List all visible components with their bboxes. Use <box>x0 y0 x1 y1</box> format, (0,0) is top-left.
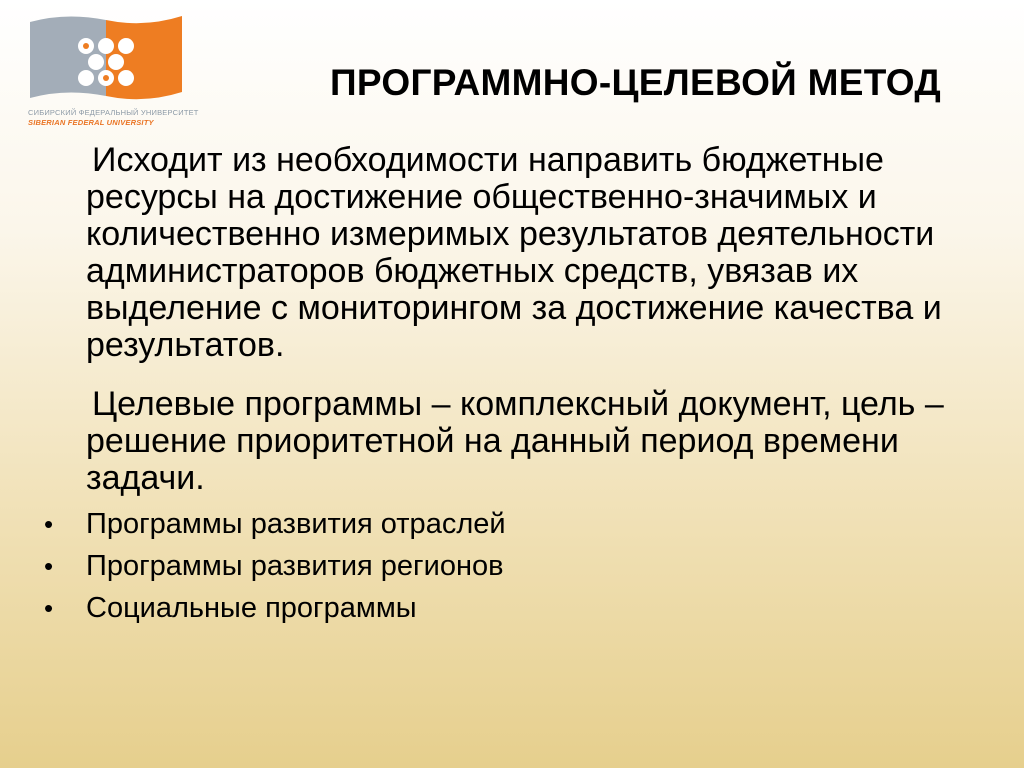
bullet-icon: • <box>44 551 54 581</box>
paragraph-method-definition: Исходит из необходимости направить бюджетные ресурсы на достижение общественно-значимых и количественно измеримых результатов деятельности администраторов бюджетных средств, увязав их выделение с мониторингом за достижение качества и результатов. <box>86 141 942 364</box>
bullet-icon: • <box>44 593 54 623</box>
bullet-icon: • <box>44 509 54 539</box>
paragraph-target-programs: Целевые программы – комплексный документ, цель – решение приоритетной на данный период времени задачи. <box>86 385 944 497</box>
logo-emblem-icon <box>26 12 184 108</box>
list-item <box>44 545 986 587</box>
logo-caption-ru: СИБИРСКИЙ ФЕДЕРАЛЬНЫЙ УНИВЕРСИТЕТ <box>28 108 199 117</box>
slide-body <box>44 141 986 629</box>
list-item <box>44 503 986 545</box>
list-item <box>44 587 986 629</box>
list-item-label: Социальные программы <box>86 592 417 624</box>
slide-title: ПРОГРАММНО-ЦЕЛЕВОЙ МЕТОД <box>330 62 941 103</box>
logo-caption-en: SIBERIAN FEDERAL UNIVERSITY <box>28 118 154 127</box>
university-logo <box>26 12 199 130</box>
list-item-label: Программы развития отраслей <box>86 508 506 540</box>
list-item-label: Программы развития регионов <box>86 550 504 582</box>
program-types-list <box>44 503 986 629</box>
